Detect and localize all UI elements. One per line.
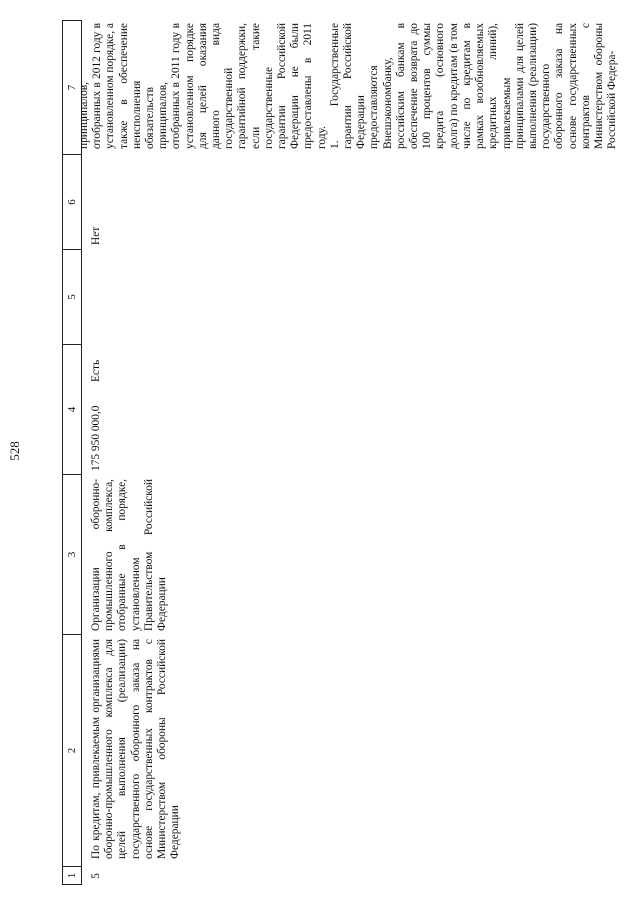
table-row [78,20,619,885]
page-number [0,431,30,471]
security-cell: Нет [90,226,102,245]
header-col-2: 2 [63,634,81,866]
page-number-text: 528 [7,441,22,461]
table-header-row [62,20,82,885]
header-col-3: 3 [63,474,81,634]
guarantee-table [62,20,617,885]
previous-conditions-text: принципалов, отобранных в 2012 году в установленном порядке, а также в обеспечение неисполнения обязательств принципалов, отобранных в 2011 году в установленном порядке для целей оказания данного вида государственной гарантийной поддержки, если такие государственные гарантии Российской Федерации не были предоставлены в 2011 году. [78,23,328,149]
principal-cell: Организации оборонно-промышленного комплекса, отобранные в порядке, установленном Правительством Российской Федерации [90,479,169,631]
header-col-5: 5 [63,249,81,344]
header-col-7: 7 [66,84,78,91]
other-conditions-cell [78,23,619,149]
amount-cell: 175 950 000,0 [90,405,102,471]
row-number: 5 [90,873,102,879]
regress-cell: Есть [90,359,102,382]
conditions-text: 1. Государственные гарантии Российской Федерации предоставляются Внешэкономбанку, российским банкам в обеспечение возврата до 100 процентов суммы кредита (основного долга) по кредитам (в том числе по кредитам в рамках возобновляемых кредитных линий), привлекаемым принципалами для целей выполнения (реализации) государственного оборонного заказа на основе государственных контрактов с Министерством обороны Российской Федера- [328,23,619,149]
header-col-1: 1 [63,866,81,884]
guarantee-purpose-cell: По кредитам, привлекаемым организациями оборонно-промышленного комплекса для целей выполнения (реализации) государственного оборонного заказа на основе государственных контрактов с Министерством обороны Российской Федерации [90,639,182,859]
header-col-6: 6 [63,154,81,249]
header-col-4: 4 [63,344,81,474]
